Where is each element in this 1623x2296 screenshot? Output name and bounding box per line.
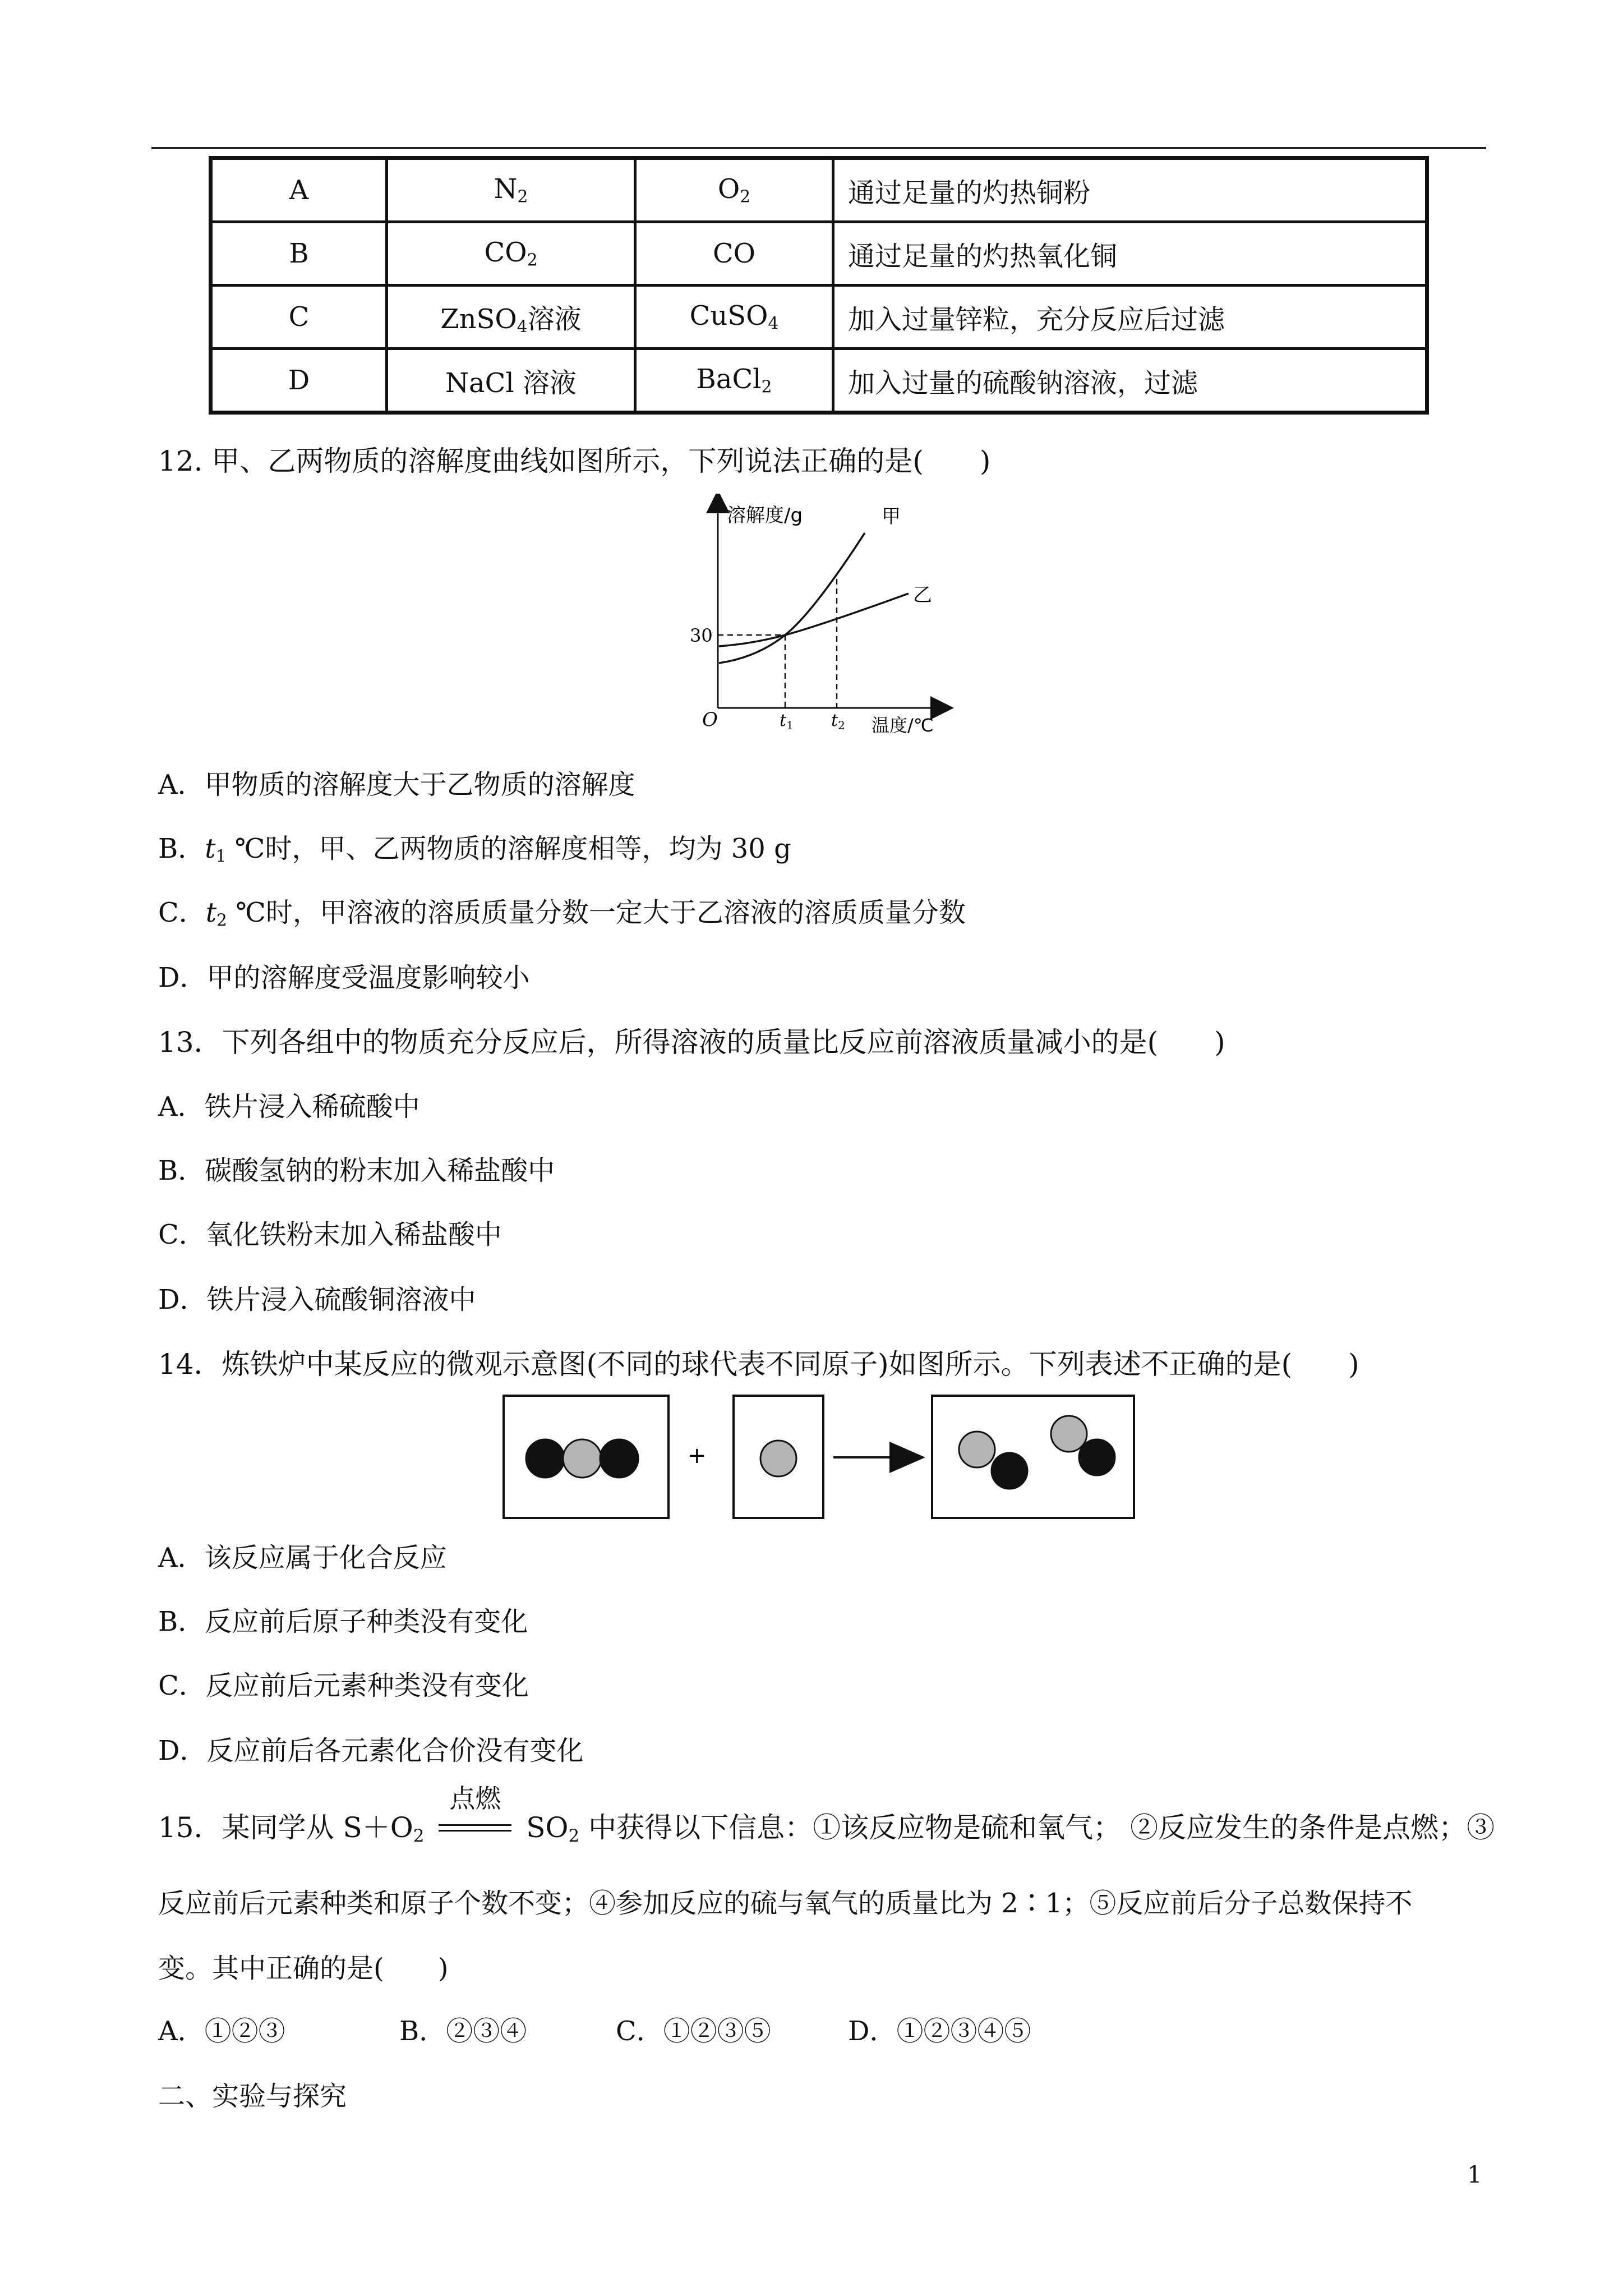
x-tick-t1: $t_1$ <box>780 711 794 732</box>
series-yi-label: 乙 <box>913 584 932 606</box>
q14-option-a: A．该反应属于化合反应 <box>158 1542 447 1573</box>
q14-option-d: D．反应前后各元素化合价没有变化 <box>158 1735 584 1766</box>
q15-option-a: A．①②③ <box>158 2016 285 2047</box>
substance-cell: $CO_2$ <box>387 222 635 286</box>
q12-stem: 12. 甲、乙两物质的溶解度曲线如图所示，下列说法正确的是( ) <box>158 445 991 477</box>
q15-option-c: C．①②③⑤ <box>616 2016 771 2047</box>
x-tick-t2: $t_2$ <box>831 711 845 732</box>
gray-atom <box>760 1441 796 1476</box>
method-cell: 通过足量的灼热氧化铜 <box>833 222 1427 286</box>
q13-option-b: B．碳酸氢钠的粉末加入稀盐酸中 <box>158 1155 555 1186</box>
row-label: C <box>211 286 387 349</box>
x-axis-label: 温度/℃ <box>872 715 934 736</box>
origin-label: O <box>702 708 718 731</box>
y-axis-label: 溶解度/g <box>727 504 803 527</box>
substance-cell: NaCl 溶液 <box>387 349 635 413</box>
impurity-cell: $O_2$ <box>635 158 833 222</box>
q15-option-d: D．①②③④⑤ <box>848 2016 1031 2047</box>
solubility-chart <box>673 494 965 740</box>
plus-sign: + <box>688 1443 707 1469</box>
series-yi-curve <box>719 593 909 646</box>
black-atom <box>1079 1439 1115 1475</box>
table-row <box>211 222 1427 286</box>
reaction-diagram <box>499 1391 1144 1526</box>
row-label: D <box>211 349 387 413</box>
impurity-cell: CO <box>635 222 833 286</box>
page-number: 1 <box>1467 2161 1482 2188</box>
q13-stem: 13．下列各组中的物质充分反应后，所得溶液的质量比反应前溶液质量减小的是( ) <box>158 1026 1225 1059</box>
header-rule <box>151 147 1486 149</box>
q15-option-b: B．②③④ <box>399 2016 527 2047</box>
gray-atom <box>563 1439 601 1478</box>
q15-line-2: 反应前后元素种类和原子个数不变；④参加反应的硫与氧气的质量比为 2∶1；⑤反应前后分子总数保持不 <box>158 1888 1413 1919</box>
method-cell: 通过足量的灼热铜粉 <box>833 158 1427 222</box>
gray-atom <box>959 1432 995 1467</box>
substance-cell: $N_2$ <box>387 158 635 222</box>
impurity-cell: CuSO$_4$ <box>635 286 833 349</box>
black-atom <box>600 1439 638 1478</box>
method-cell: 加入过量锌粒，充分反应后过滤 <box>833 286 1427 349</box>
q14-stem: 14．炼铁炉中某反应的微观示意图(不同的球代表不同原子)如图所示。下列表述不正确的是( ) <box>158 1348 1359 1381</box>
q12-option-a: A．甲物质的溶解度大于乙物质的溶解度 <box>158 769 635 800</box>
q13-option-a: A．铁片浸入稀硫酸中 <box>158 1091 420 1122</box>
y-tick-30: 30 <box>690 625 713 646</box>
q12-option-b: B．$t_1$ ℃时，甲、乙两物质的溶解度相等，均为 30 g <box>158 833 791 867</box>
substance-cell: ZnSO$_4$溶液 <box>387 286 635 349</box>
q13-option-d: D．铁片浸入硫酸铜溶液中 <box>158 1284 476 1315</box>
row-label: B <box>211 222 387 286</box>
reaction-condition: 点燃 <box>433 1813 517 1847</box>
method-cell: 加入过量的硫酸钠溶液，过滤 <box>833 349 1427 413</box>
gray-atom <box>1051 1416 1087 1452</box>
row-label: A <box>211 158 387 222</box>
q13-option-c: C．氧化铁粉末加入稀盐酸中 <box>158 1219 502 1250</box>
section-heading: 二、实验与探究 <box>158 2081 347 2112</box>
table-row <box>211 286 1427 349</box>
black-atom <box>526 1439 564 1478</box>
q15-line-3: 变。其中正确的是( ) <box>158 1953 449 1984</box>
black-atom <box>992 1453 1027 1489</box>
q14-option-b: B．反应前后原子种类没有变化 <box>158 1606 528 1637</box>
q12-option-d: D．甲的溶解度受温度影响较小 <box>158 962 530 993</box>
options-table <box>209 156 1429 415</box>
q15-line-1: 15．某同学从 $S+O_2$ 点燃 $SO_2$ 中获得以下信息：①该反应物是硫和氧气； ②反应发生的条件是点燃；③ <box>158 1783 1495 1846</box>
impurity-cell: BaCl$_2$ <box>635 349 833 413</box>
series-jia-label: 甲 <box>882 505 901 528</box>
q15-options <box>158 2009 1031 2048</box>
q12-option-c: C．$t_2$ ℃时，甲溶液的溶质质量分数一定大于乙溶液的溶质质量分数 <box>158 897 966 931</box>
table-row <box>211 158 1427 222</box>
q14-option-c: C．反应前后元素种类没有变化 <box>158 1670 529 1701</box>
table-row <box>211 349 1427 413</box>
